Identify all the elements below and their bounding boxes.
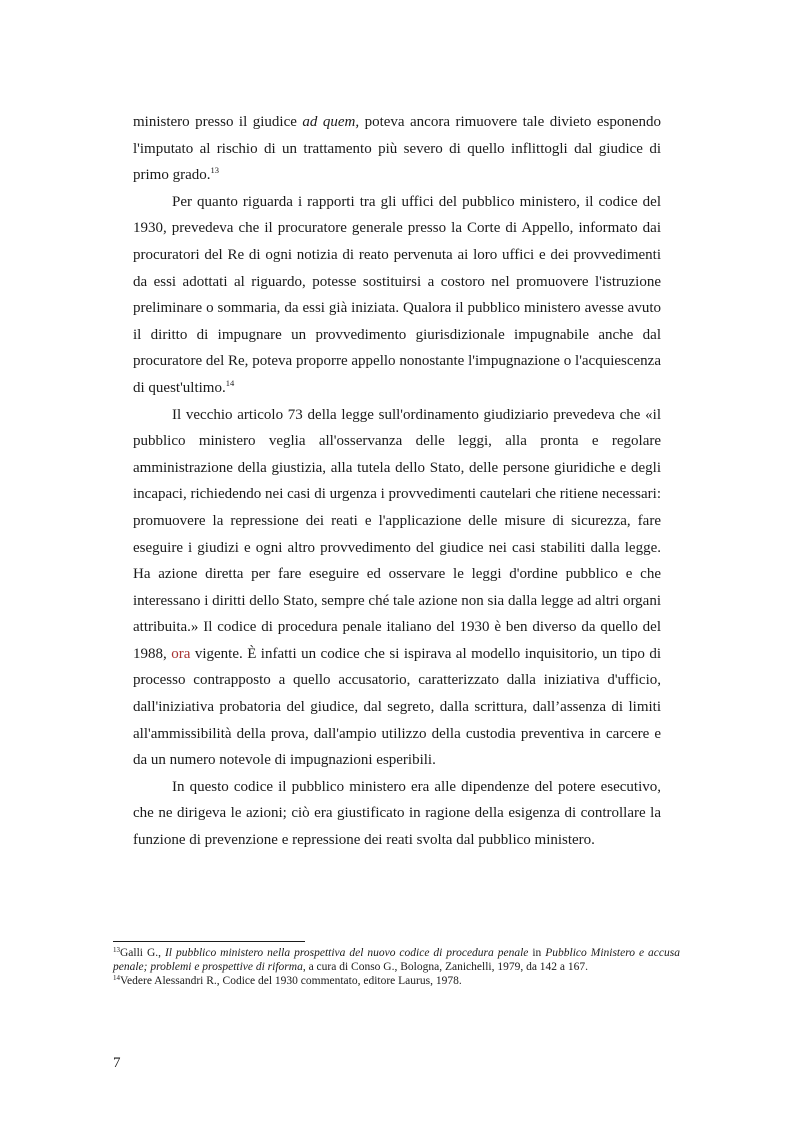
paragraph-text: poteva ancora rimuovere tale divieto esponendo l'imputato al rischio di un trattamento più severo di quello inflittogli dal giudice di primo grado.: [133, 114, 661, 184]
footnotes: [113, 946, 680, 988]
highlighted-word: ora: [171, 645, 191, 662]
footnote-text: in: [528, 947, 546, 959]
footnote-number: 13: [113, 946, 120, 954]
paragraph-text: ministero presso il giudice: [133, 114, 303, 130]
page-number: 7: [113, 1055, 121, 1071]
paragraph-text: Per quanto riguarda i rapporti tra gli uffici del pubblico ministero, il codice del 1930, prevedeva che il procuratore generale presso la Corte di Appello, informato dai procuratori del Re di ogni notizia di reato pervenuta ai loro uffici e dei provvedimenti da essi adottati al riguardo, potesse sostituirsi a costoro nel promuovere l'istruzione preliminare o sommaria, da essi già iniziata. Qualora il pubblico ministero avesse avuto il diritto di impugnare un provvedimento giurisdizionale impugnabile anche dal procuratore del Re, poteva proporre appello nonostante l'impugnazione o l'acquiescenza di quest'ultimo.: [133, 193, 661, 396]
footnote-ref-13[interactable]: 13: [210, 165, 219, 176]
footnote-title: Il pubblico ministero nella prospettiva del nuovo codice di procedura penale: [164, 947, 529, 959]
italic-phrase: ad quem,: [302, 114, 360, 130]
footnote-13: [113, 946, 680, 974]
footnote-text: , a cura di Conso G., Bologna, Zanichelli, 1979, da 142 a 167.: [302, 961, 589, 973]
footnote-separator: [113, 941, 305, 942]
footnote-source: Pubblico Ministero e accusa penale; problemi e prospettive di riforma: [113, 947, 680, 973]
main-text: [133, 109, 661, 854]
footnote-author: Galli G.,: [120, 947, 165, 959]
paragraph-4: [133, 774, 661, 854]
footnote-number: 14: [113, 974, 120, 982]
paragraph-text: vigente. È infatti un codice che si ispirava al modello inquisitorio, un tipo di processo contrapposto a quello accusatorio, caratterizzato dalla iniziativa d'ufficio, dall'iniziativa probatoria del giudice, dal segreto, dalla scrittura, dall’assenza di limiti all'ammissibilità della prova, dall'ampio utilizzo della custodia preventiva in carcere e da un numero notevole di impugnazioni esperibili.: [133, 645, 661, 769]
paragraph-2: [133, 189, 661, 402]
footnote-ref-14[interactable]: 14: [225, 377, 235, 388]
paragraph-1: [133, 109, 661, 189]
footnote-text: Vedere Alessandri R., Codice del 1930 commentato, editore Laurus, 1978.: [120, 975, 462, 987]
paragraph-3: [133, 402, 661, 774]
paragraph-text: Il vecchio articolo 73 della legge sull'ordinamento giudiziario prevedeva che «il pubblico ministero veglia all'osservanza delle leggi, alla pronta e regolare amministrazione della giustizia, alla tutela dello Stato, delle persone giuridiche e degli incapaci, richiedendo nei casi di urgenza i provvedimenti cautelari che ritiene necessari: promuovere la repressione dei reati e l'applicazione delle misure di sicurezza, fare eseguire i giudizi e ogni altro provvedimento del giudice nei casi stabiliti dalla legge. Ha azione diretta per fare eseguire ed osservare le leggi d'ordine pubblico e che interessano i diritti dello Stato, sempre ché tale azione non sia dalla legge ad altri organi attribuita.» Il codice di procedura penale italiano del 1930 è ben diverso da quello del 1988,: [133, 406, 661, 662]
paragraph-text: In questo codice il pubblico ministero era alle dipendenze del potere esecutivo, che ne dirigeva le azioni; ciò era giustificato in ragione della esigenza di controllare la funzione di prevenzione e repressione dei reati svolta dal pubblico ministero.: [133, 778, 661, 849]
footnote-14: [113, 974, 680, 988]
